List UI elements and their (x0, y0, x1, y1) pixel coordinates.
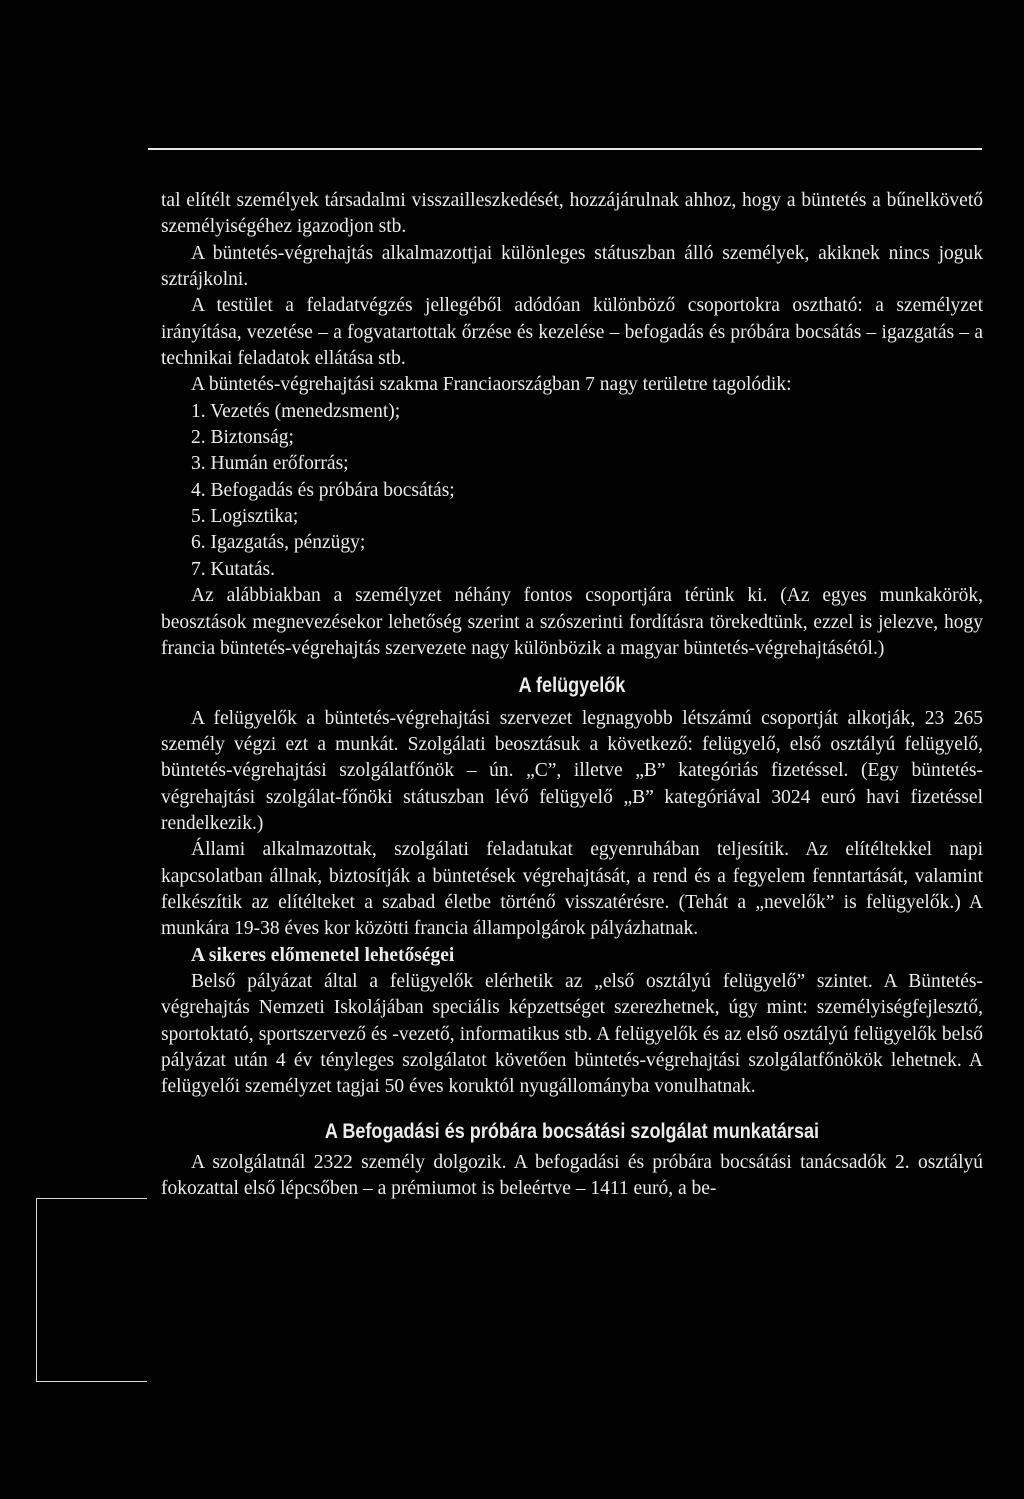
subheading-career: A sikeres előmenetel lehetőségei (191, 944, 455, 966)
paragraph-continuation: tal elítélt személyek társadalmi visszailleszkedését, hozzájárulnak ahhoz, hogy a büntetés a bűnelkövető személyiségéhez igazodjon stb. (161, 190, 983, 238)
list-item: 3. Humán erőforrás; (191, 453, 349, 475)
section-heading-probation: A Befogadási és próbára bocsátási szolgálat munkatársai (324, 1119, 820, 1143)
paragraph-supervisors-duties: Állami alkalmazottak, szolgálati feladatukat egyenruhában teljesítik. Az elítéltekkel napi kapcsolatban állnak, biztosítják a büntetések végrehajtását, a rend és a fegyelem fenntartását, valamint felkészítik az elítélteket a szabad életbe történő visszatérésre. (Tehát a „nevelők” is felügyelők.) A munkára 19-38 éves kor közötti francia állampolgárok pályázhatnak. (161, 839, 983, 940)
margin-frame (36, 1198, 147, 1382)
top-rule (148, 148, 982, 150)
paragraph-strike: A büntetés-végrehajtás alkalmazottjai különleges státuszban álló személyek, akiknek nincs joguk sztrájkolni. (161, 242, 983, 291)
list-item: 7. Kutatás. (191, 558, 275, 580)
paragraph-groups-intro: Az alábbiakban a személyzet néhány fontos csoportjára térünk ki. (Az egyes munkakörök, beosztások megnevezésekor lehetőség szerint a szószerinti fordításra törekedtünk, ezzel is jelezve, hogy francia büntetés-végrehajtás szervezete nagy különbözik a magyar büntetés-végrehajtásétól.) (161, 585, 983, 659)
section-heading-supervisors: A felügyelők (518, 674, 626, 698)
paragraph-career: Belső pályázat által a felügyelők elérhetik az „első osztályú felügyelő” szintet. A Büntetés-végrehajtás Nemzeti Iskolájában speciális képzettséget szerezhetnek, úgy mint: személyiségfejlesztő, sportoktató, sportszervező és -vezető, informatikus stb. A felügyelők és az első osztályú felügyelők belső pályázat után 4 év tényleges szolgálatot követően büntetés-végrehajtási szolgálatfőnökök lehetnek. A felügyelői személyzet tagjai 50 éves koruktól nyugállományba vonulhatnak. (161, 970, 983, 1098)
paragraph-supervisors: A felügyelők a büntetés-végrehajtási szervezet legnagyobb létszámú csoportját alkotják, 23 265 személy végzi ezt a munkát. Szolgálati beosztásuk a következő: felügyelő, első osztályú felügyelő, büntetés-végrehajtási szolgálatfőnök – ún. „C”, illetve „B” kategóriás fizetéssel. (Egy büntetés-végrehajtási szolgálat-főnöki státuszban lévő felügyelő „B” kategóriával 3024 euró havi fizetéssel rendelkezik.) (161, 707, 983, 834)
paragraph-probation: A szolgálatnál 2322 személy dolgozik. A befogadási és próbára bocsátási tanácsadók 2. osztályú fokozattal első lépcsőben – a prémiumot is beleértve – 1411 euró, a be- (161, 1152, 983, 1200)
list-item: 4. Befogadás és próbára bocsátás; (191, 479, 455, 501)
body-text (161, 188, 983, 1203)
paragraph-areas-intro: A büntetés-végrehajtási szakma Franciaországban 7 nagy területre tagolódik: (191, 374, 792, 396)
list-item: 6. Igazgatás, pénzügy; (191, 532, 366, 554)
list-item: 1. Vezetés (menedzsment); (191, 400, 401, 422)
list-item: 2. Biztonság; (191, 427, 294, 449)
paragraph-groups: A testület a feladatvégzés jellegéből adódóan különböző csoportokra osztható: a személyzet irányítása, vezetése – a fogvatartottak őrzése és kezelése – befogadás és próbára bocsátás – igazgatás – a technikai feladatok ellátása stb. (161, 295, 983, 370)
list-item: 5. Logisztika; (191, 506, 299, 528)
